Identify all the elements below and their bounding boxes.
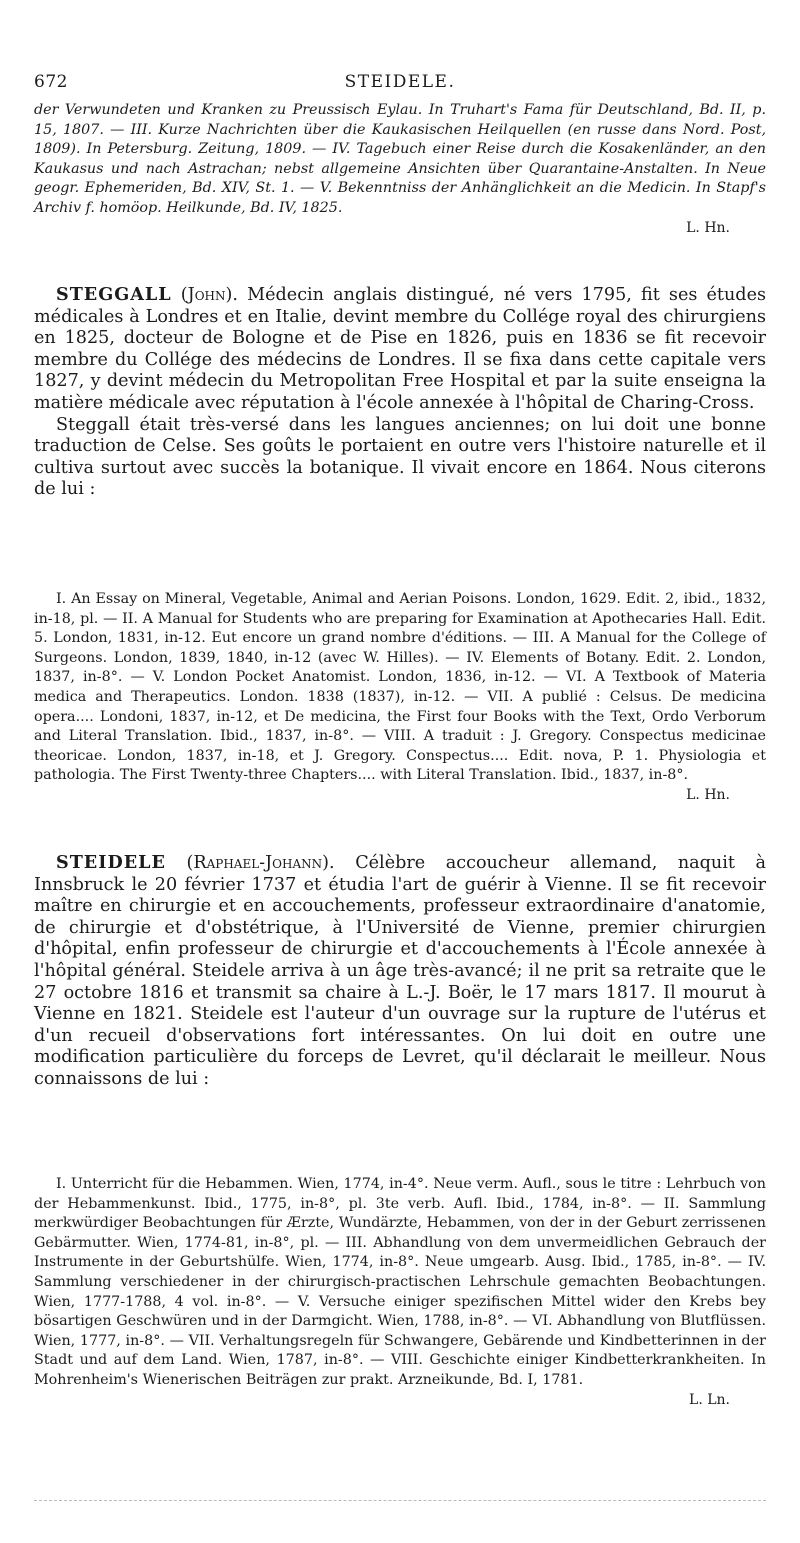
page-number: 672 [34,72,68,92]
running-head: STEIDELE. [344,72,456,92]
previous-entry-continuation [34,101,766,237]
steidele-biography: Célèbre accoucheur allemand, naquit à Innsbruck le 20 février 1737 et étudia l'art de guérir à Vienne. Il se fit recevoir maître en chirurgie et en accouchements, professeur extraordinaire d'anatomie, de chirurgie et d'obstétrique, à l'Université de Vienne, premier chirurgien d'hôpital, enfin professeur de chirurgie et d'accouchements à l'École annexée à l'hôpital général. Steidele arriva à un âge très-avancé; il ne prit sa retraite que le 27 octobre 1816 et transmit sa chaire à L.-J. Boër, le 17 mars 1817. Il mourut à Vienne en 1821. Steidele est l'auteur d'un ouvrage sur la rupture de l'utérus et d'un recueil d'observations fort intéressantes. On lui doit en outre une modification particulière du forceps de Levret, qu'il déclarait le meilleur. Nous connaissons de lui : [34,853,767,1089]
steggall-paragraph-1 [34,284,766,415]
steidele-paragraph-1 [34,852,766,1091]
entry-steidele [34,852,766,1091]
steggall-bibliography: I. An Essay on Mineral, Vegetable, Animal and Aerian Poisons. London, 1629. Edit. 2, ibid., 1832, in-18, pl. — II. A Manual for Students who are preparing for Examination at Apothecaries Hall. Edit. 5. London, 1831, in-12. Eut encore un grand nombre d'éditions. — III. A Manual for the College of Surgeons. London, 1839, 1840, in-12 (avec W. Hilles). — IV. Elements of Botany. Edit. 2. London, 1837, in-8°. — V. London Pocket Anatomist. London, 1836, in-12. — VI. A Textbook of Materia medica and Therapeutics. London. 1838 (1837), in-12. — VII. A publié : Celsus. De medicina opera.... Londoni, 1837, in-12, et De medicina, the First four Books with the Text, Ordo Verborum and Literal Translation. Ibid., 1837, in-8°. — VIII. A traduit : J. Gregory. Conspectus medicinae theoricae. London, 1837, in-18, et J. Gregory. Conspectus.... Edit. nova, P. 1. Physiologia et pathologia. The First Twenty-three Chapters.... with Literal Translation. Ibid., 1837, in-8°. [34,591,766,784]
steidele-initials: L. Ln. [689,1391,730,1408]
previous-entry-bibliography: der Verwundeten und Kranken zu Preussisch Eylau. In Truhart's Fama für Deutschland, Bd. II, p. 15, 1807. — III. Kurze Nachrichten über die Kaukasischen Heilquellen (en russe dans Nord. Post, 1809). In Petersburg. Zeitung, 1809. — IV. Tagebuch einer Reise durch die Kosakenländer, an den Kaukasus und nach Astrachan; nebst allgemeine Ansichten über Quarantaine-Anstalten. In Neue geogr. Ephemeriden, Bd. XIV, St. 1. — V. Bekenntniss der Anhänglichkeit an die Medicin. In Stapf's Archiv f. homöop. Heilkunde, Bd. IV, 1825. [34,102,766,216]
steidele-forename: (Raphael-Johann). [186,853,335,873]
page-header [34,72,766,94]
steggall-bibliography-block [34,590,766,804]
previous-entry-initials: L. Hn. [686,219,730,236]
bottom-divider [34,1500,766,1501]
steggall-initials: L. Hn. [686,786,730,803]
steidele-bibliography: I. Unterricht für die Hebammen. Wien, 1774, in-4°. Neue verm. Aufl., sous le titre : Lehrbuch von der Hebammenkunst. Ibid., 1775, in-8°, pl. 3te verb. Aufl. Ibid., 1784, in-8°. — II. Sammlung merkwürdiger Beobachtungen für Ærzte, Wundärzte, Hebammen, von der in der Geburt zerrissenen Gebärmutter. Wien, 1774-81, in-8°, pl. — III. Abhandlung von dem unvermeidlichen Gebrauch der Instrumente in der Geburtshülfe. Wien, 1774, in-8°. Neue umgearb. Ausg. Ibid., 1785, in-8°. — IV. Sammlung verschiedener in der chirurgisch-practischen Lehrschule gemachten Beobachtungen. Wien, 1777-1788, 4 vol. in-8°. — V. Versuche einiger spezifischen Mittel wider den Krebs bey bösartigen Geschwüren und in der Darmgicht. Wien, 1788, in-8°. — VI. Abhandlung von Blutflüssen. Wien, 1777, in-8°. — VII. Verhaltungsregeln für Schwangere, Gebärende und Kindbetterinnen in der Stadt und auf dem Land. Wien, 1787, in-8°. — VIII. Geschichte einiger Kindbetterkrankheiten. In Mohrenheim's Wienerischen Beiträgen zur prakt. Arzneikunde, Bd. I, 1781. [34,1176,766,1388]
steggall-forename: (John). [180,285,238,305]
steidele-bibliography-block [34,1175,766,1409]
steggall-biography: Médecin anglais distingué, né vers 1795, fit ses études médicales à Londres et en Italie, devint membre du Collége royal des chirurgiens en 1825, docteur de Bologne et de Pise en 1826, puis en 1836 se fit recevoir membre du Collége des médecins de Londres. Il se fixa dans cette capitale vers 1827, y devint médecin du Metropolitan Free Hospital et par la suite enseigna la matière médicale avec réputation à l'école annexée à l'hôpital de Charing-Cross. [34,285,767,413]
steidele-headword: STEIDELE [56,852,166,873]
entry-steggall [34,284,766,501]
steggall-headword: STEGGALL [56,284,172,305]
steggall-paragraph-2: Steggall était très-versé dans les langues anciennes; on lui doit une bonne traduction de Celse. Ses goûts le portaient en outre vers l'histoire naturelle et il cultiva surtout avec succès la botanique. Il vivait encore en 1864. Nous citerons de lui : [34,414,766,500]
